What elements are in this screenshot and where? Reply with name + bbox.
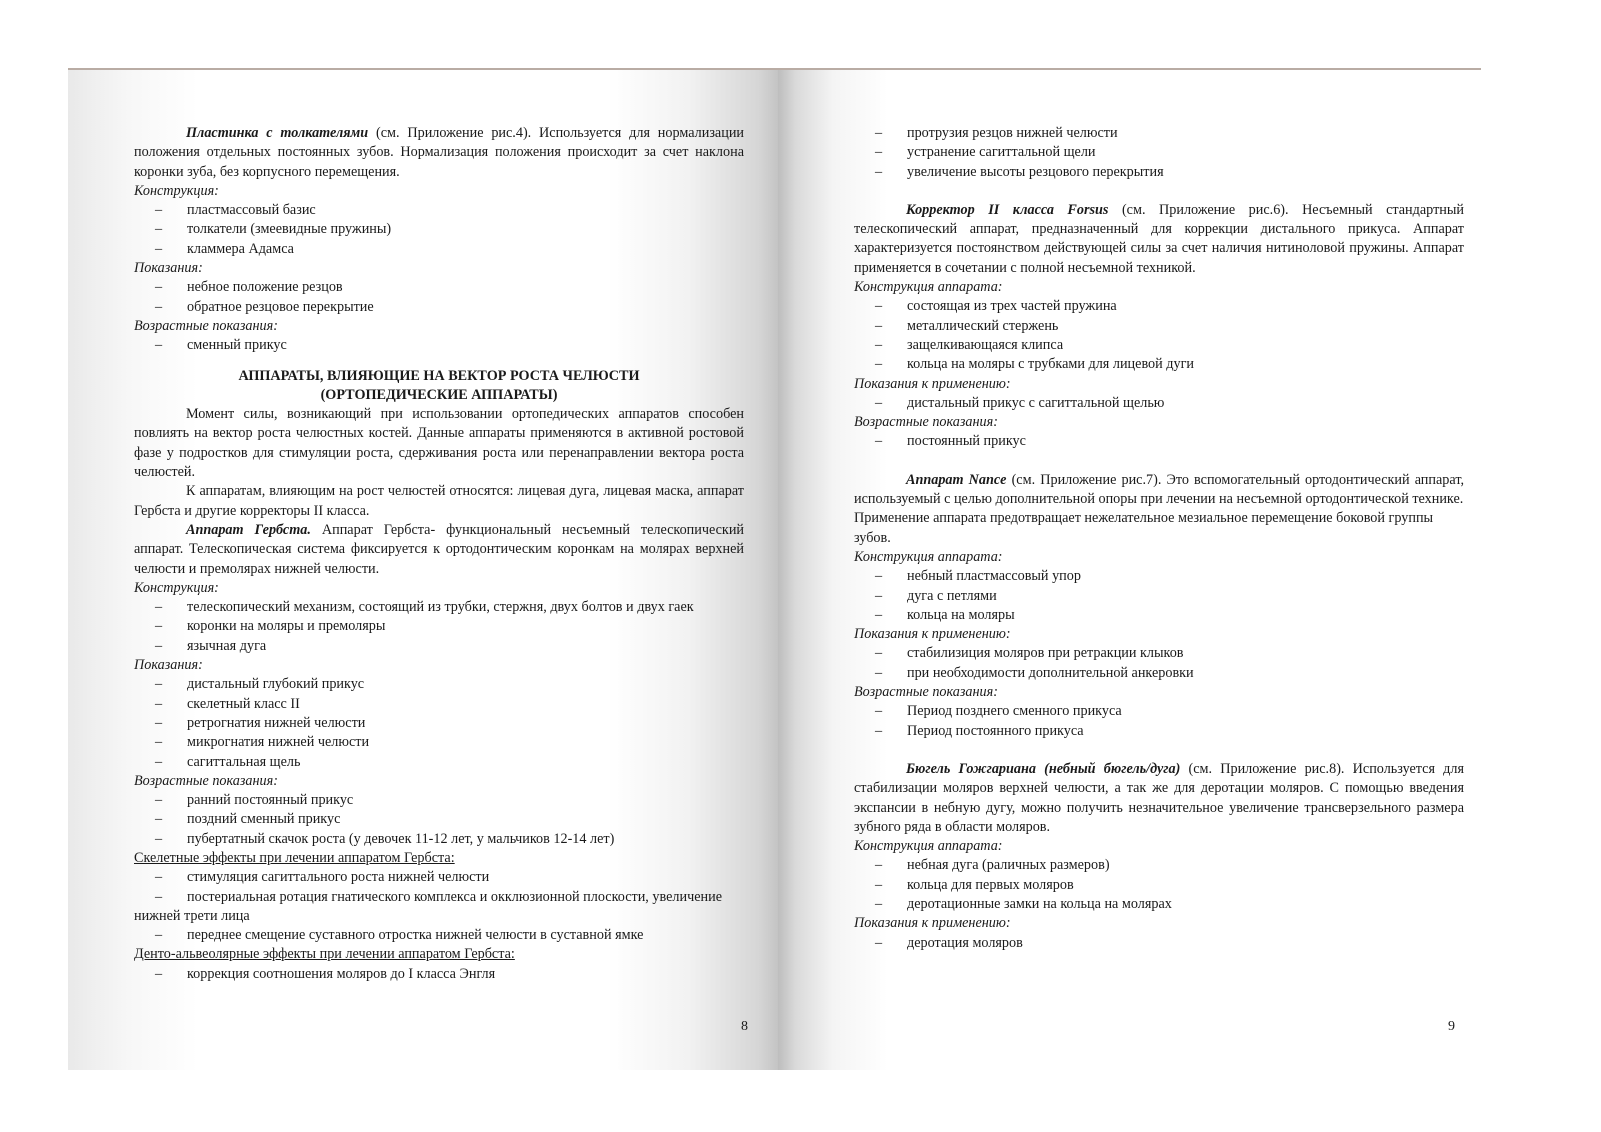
label-construction: Конструкция: [134, 182, 219, 199]
list-item: – постоянный прикус [875, 433, 1026, 450]
list-item: – переднее смещение суставного отростка нижней челюсти в суставной ямке [155, 927, 644, 944]
label-age-indications: Возрастные показания: [854, 684, 998, 701]
label-indications: Показания: [134, 260, 203, 277]
page-number: 9 [1448, 1019, 1455, 1034]
list-item: – язычная дуга [155, 637, 267, 654]
list-item: – деротация моляров [875, 934, 1023, 951]
label-indications: Показания: [134, 657, 203, 674]
label-construction: Конструкция аппарата: [854, 548, 1003, 565]
label-construction: Конструкция аппарата: [854, 279, 1003, 296]
list-item: – при необходимости дополнительной анкеровки [875, 664, 1194, 681]
list-item: – телескопический механизм, состоящий из трубки, стержня, двух болтов и двух гаек [155, 599, 694, 616]
list-item: – толкатели (змеевидные пружины) [155, 221, 392, 238]
list-item: – пластмассовый базис [155, 202, 316, 219]
list-item: – деротационные замки на кольца на молярах [875, 895, 1172, 912]
right-page [778, 70, 1481, 1070]
list-item: – небное положение резцов [155, 279, 343, 296]
section-heading: АППАРАТЫ, ВЛИЯЮЩИЕ НА ВЕКТОР РОСТА ЧЕЛЮСТИ (ОРТОПЕДИЧЕСКИЕ АППАРАТЫ) [238, 367, 640, 403]
paragraph-forsus: Корректор II класса Forsus (см. Приложение рис.6). Несъемный стандартный телескопический аппарат, предназначенный для коррекции дистального прикуса. Аппарат характеризуется постоянством действующей силы за счет наличия нитиноловой пружины. Аппарат применяется в сочетании с полной несъемной техникой. [854, 201, 1464, 276]
list-item: – устранение сагиттальной щели [875, 144, 1096, 161]
label-dentoalveolar-effects: Денто-альвеолярные эффекты при лечении аппаратом Гербста: [134, 946, 515, 963]
list-item: – кольца на моляры с трубками для лицевой дуги [875, 356, 1194, 373]
list-item: – пубертатный скачок роста (у девочек 11-12 лет, у мальчиков 12-14 лет) [155, 830, 615, 847]
list-item: – коронки на моляры и премоляры [155, 618, 386, 635]
list-item: – металлический стержень [875, 317, 1059, 334]
label-age-indications: Возрастные показания: [134, 772, 278, 789]
label-construction: Конструкция аппарата: [854, 838, 1003, 855]
section-title: Корректор II класса Forsus [906, 201, 1109, 218]
list-item: – сагиттальная щель [155, 753, 301, 770]
list-item: – состоящая из трех частей пружина [875, 298, 1117, 315]
list-item: – обратное резцовое перекрытие [155, 298, 374, 315]
list-item: – поздний сменный прикус [155, 811, 341, 828]
section-title: Бюгель Гожгариана (небный бюгель/дуга) [906, 760, 1181, 777]
paragraph-nance: Аппарат Nance (см. Приложение рис.7). Это вспомогательный ортодонтический аппарат, используемый с целью дополнительной опоры при лечении на несъемной ортодонтической технике. [854, 471, 1464, 508]
label-age-indications: Возрастные показания: [854, 414, 998, 431]
label-construction: Конструкция: [134, 579, 219, 596]
book-spread [68, 70, 1481, 1070]
paragraph: Применение аппарата предотвращает нежелательное мезиальное перемещение боковой группы зубов. [854, 510, 1434, 546]
list-item: – увеличение высоты резцового перекрытия [875, 163, 1164, 180]
label-indications: Показания к применению: [854, 915, 1011, 932]
section-title: Аппарат Гербста. [186, 521, 311, 538]
paragraph: Момент силы, возникающий при использовании ортопедических аппаратов способен повлиять на вектор роста челюстных костей. Данные аппараты применяются в активной ростовой фазе у подростков для стимуляции роста, сдерживания роста или перенаправлении вектора роста челюстей. [134, 406, 744, 481]
list-item: – кольца для первых моляров [875, 876, 1074, 893]
list-item: – дистальный глубокий прикус [155, 676, 365, 693]
section-title: Аппарат Nance [906, 471, 1007, 488]
left-page [68, 70, 778, 1070]
list-item: – протрузия резцов нижней челюсти [875, 125, 1118, 141]
list-item: – защелкивающаяся клипса [875, 336, 1064, 353]
list-item: – небный пластмассовый упор [875, 568, 1081, 585]
list-item: – ранний постоянный прикус [155, 792, 354, 809]
list-item: – стимуляция сагиттального роста нижней челюсти [155, 869, 490, 886]
list-item: – небная дуга (раличных размеров) [875, 857, 1110, 874]
paragraph-plate-pushers: Пластинка с толкателями (см. Приложение рис.4). Используется для нормализации положения отдельных постоянных зубов. Нормализация положения происходит за счет наклона коронки зуба, без корпусного перемещения. [134, 125, 745, 180]
list-item: – Период позднего сменного прикуса [875, 703, 1122, 720]
paragraph: К аппаратам, влияющим на рост челюстей относятся: лицевая дуга, лицевая маска, аппарат Гербста и другие корректоры II класса. [134, 483, 744, 519]
list-item: – скелетный класс II [155, 695, 300, 712]
right-page-text [854, 124, 1464, 953]
left-page-text [134, 124, 744, 984]
label-skeletal-effects: Скелетные эффекты при лечении аппаратом Гербста: [134, 849, 455, 866]
list-item: – Период постоянного прикуса [875, 722, 1084, 739]
label-age-indications: Возрастные показания: [134, 317, 278, 334]
paragraph-herbst: Аппарат Гербста. Аппарат Гербста- функциональный несъемный телескопический аппарат. Телескопическая система фиксируется к ортодонтическим коронкам на молярах верхней челюсти и премолярах нижней челюсти. [134, 521, 745, 577]
list-item: – сменный прикус [155, 337, 287, 354]
label-indications: Показания к применению: [854, 375, 1011, 392]
list-item: – кламмера Адамса [155, 240, 294, 257]
list-item: – дуга с петлями [875, 587, 997, 604]
list-item: – стабилизиция моляров при ретракции клыков [875, 645, 1184, 662]
paragraph-goshgarian: Бюгель Гожгариана (небный бюгель/дуга) (см. Приложение рис.8). Используется для стабилизации моляров верхней челюсти, а так же для деротации моляров. С помощью введения экспансии в небную дугу, можно получить незначительное увеличение трансверзельного размера зубного ряда в области моляров. [854, 760, 1464, 835]
list-item: – коррекция соотношения моляров до I класса Энгля [155, 965, 496, 982]
list-item: – микрогнатия нижней челюсти [155, 734, 370, 751]
list-item: – кольца на моляры [875, 606, 1015, 623]
list-item: – постериальная ротация гнатического комплекса и окклюзионной плоскости, увеличение нижней трети лица [134, 888, 722, 924]
list-item: – дистальный прикус с сагиттальной щелью [875, 394, 1165, 411]
list-item: – ретрогнатия нижней челюсти [155, 714, 366, 731]
label-indications: Показания к применению: [854, 626, 1011, 643]
section-title: Пластинка с толкателями [186, 125, 369, 141]
page-number: 8 [741, 1019, 748, 1034]
